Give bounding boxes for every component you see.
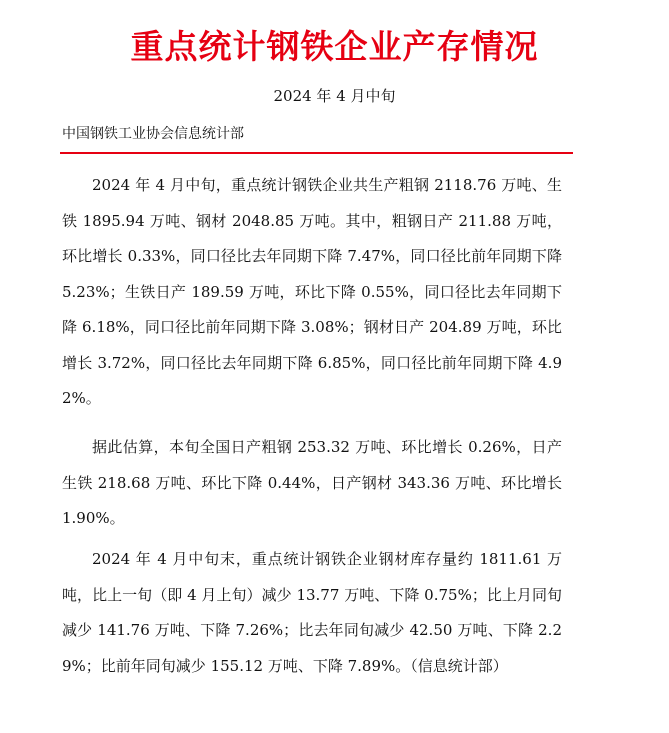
header-divider	[60, 152, 573, 154]
page-title: 重点统计钢铁企业产存情况	[130, 27, 539, 66]
source-organization: 中国钢铁工业协会信息统计部	[62, 126, 244, 142]
paragraph-production: 2024 年 4 月中旬，重点统计钢铁企业共生产粗钢 2118.76 万吨、生铁 1895.94 万吨、钢材 2048.85 万吨。其中，粗钢日产 211.88 万吨，环比增长 0.33%，同口径比去年同期下降 7.47%，同口径比前年同期下降 5.23%；生铁日产 189.59 万吨，环比下降 0.55%，同口径比去年同期下降 6.18%，同口径比前年同期下降 3.08%；钢材日产 204.89 万吨，环比增长 3.72%，同口径比去年同期下降 6.85%，同口径比前年同期下降 4.92%。	[62, 176, 562, 407]
paragraph-inventory: 2024 年 4 月中旬末，重点统计钢铁企业钢材库存量约 1811.61 万吨，比上一旬（即 4 月上旬）减少 13.77 万吨、下降 0.75%；比上月同旬减少 141.76 万吨、下降 7.26%；比去年同旬减少 42.50 万吨、下降 2.29%；比前年同旬减少 155.12 万吨、下降 7.89%。（信息统计部）	[62, 550, 562, 675]
paragraph-national-estimate: 据此估算，本旬全国日产粗钢 253.32 万吨、环比增长 0.26%，日产生铁 218.68 万吨、环比下降 0.44%，日产钢材 343.36 万吨、环比增长 1.90%。	[62, 438, 562, 527]
issue-date: 2024 年 4 月中旬	[273, 87, 396, 105]
